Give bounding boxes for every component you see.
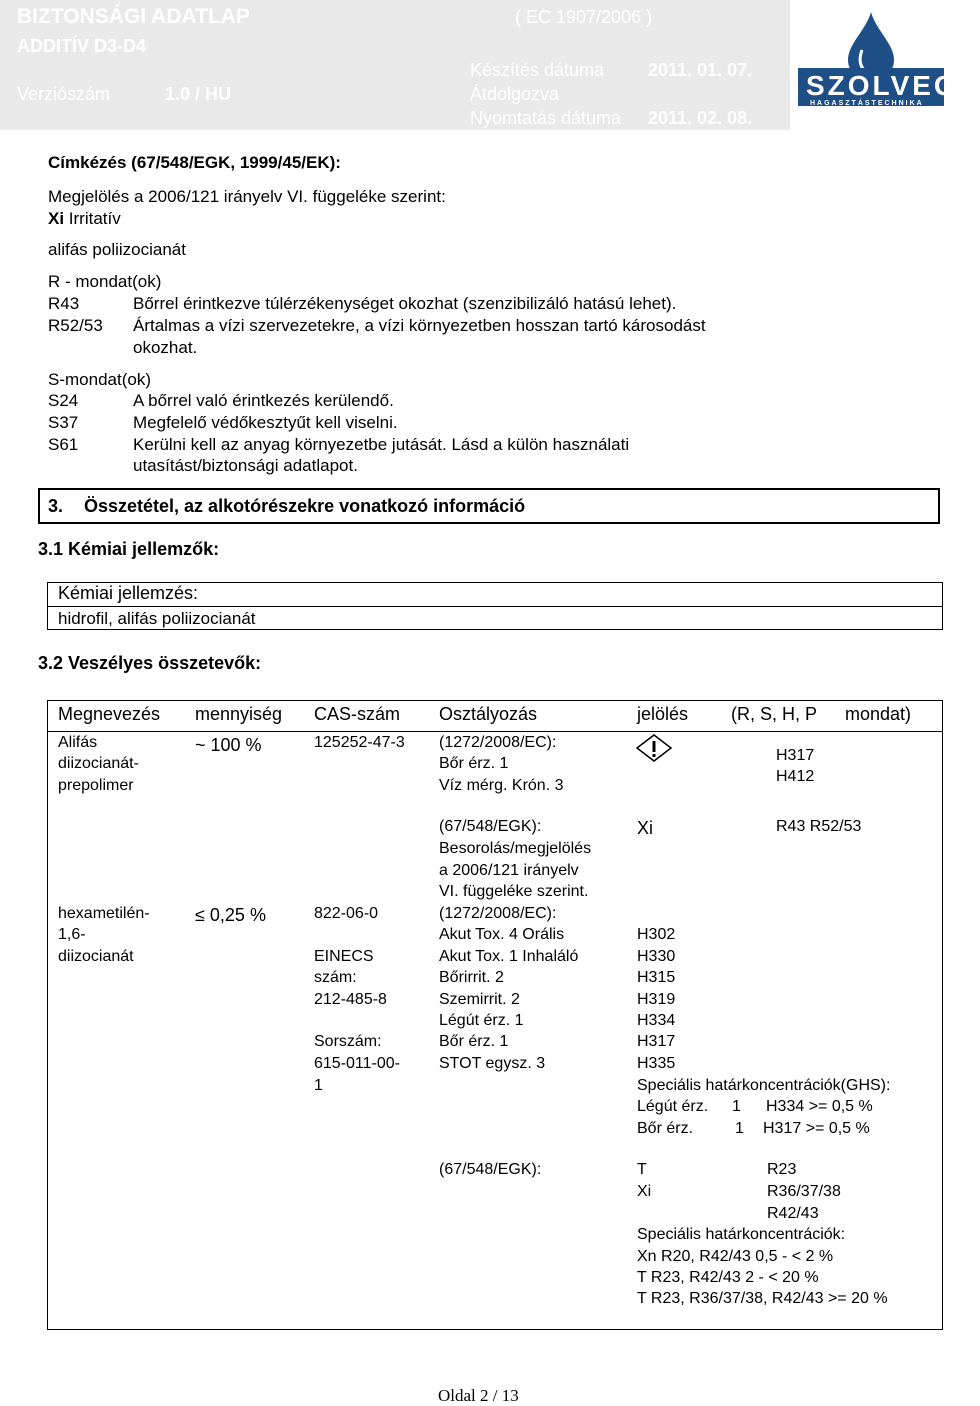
- row2-class: Akut Tox. 4 Orális: [439, 926, 565, 943]
- doc-title: BIZTONSÁGI ADATLAP: [17, 5, 250, 28]
- row2-qty-value: 0,25 %: [209, 905, 266, 925]
- r-code: R43: [48, 294, 80, 313]
- row2-h-code: H302: [637, 926, 676, 943]
- logo-text: SZOLVEGY: [806, 70, 980, 101]
- s-text: Kerülni kell az anyag környezetbe jutását. Lásd a külön használati: [133, 435, 630, 454]
- version-label: Verziószám: [17, 84, 111, 104]
- row2-eu-phrase: R36/37/38: [767, 1183, 841, 1200]
- row2-cas: 1: [314, 1077, 323, 1094]
- row1-qty: ~ 100 %: [195, 735, 262, 755]
- row2-cas: szám:: [314, 969, 357, 986]
- row2-class: Akut Tox. 1 Inhaláló: [439, 948, 579, 965]
- row2-h-code: H317: [637, 1033, 676, 1050]
- row2-name: 1,6-: [58, 926, 86, 943]
- col-header-class: Osztályozás: [439, 704, 538, 724]
- company-logo: [796, 10, 980, 122]
- ghs-spec-name: Bőr érz.: [637, 1120, 694, 1137]
- row1-class: Bőr érz. 1: [439, 755, 509, 772]
- row1-eu-symbol: Xi: [637, 818, 654, 838]
- ghs-spec-limit: H334 >= 0,5 %: [766, 1098, 873, 1115]
- section3-title: Összetétel, az alkotórészekre vonatkozó információ: [84, 496, 526, 516]
- col-header-qty: mennyiség: [195, 704, 283, 724]
- s-heading: S-mondat(ok): [48, 370, 151, 389]
- eu-spec-title: Speciális határkoncentrációk:: [637, 1226, 846, 1243]
- row2-cas: Sorszám:: [314, 1033, 382, 1050]
- row2-class: STOT egysz. 3: [439, 1055, 546, 1072]
- revised-label: Átdolgozva: [470, 84, 560, 104]
- col-header-phrases: (R, S, H, P: [731, 704, 818, 724]
- row2-name: hexametilén-: [58, 905, 150, 922]
- ghs-spec-cat: 1: [735, 1120, 744, 1137]
- r-code: R52/53: [48, 316, 103, 335]
- section3-number: 3.: [48, 496, 64, 516]
- row1-class-eu: Besorolás/megjelölés: [439, 840, 592, 857]
- warning-icon: [634, 733, 674, 763]
- row1-eu-phrases: R43 R52/53: [776, 818, 862, 835]
- row2-cas: 615-011-00-: [314, 1055, 400, 1072]
- row1-name: Alifás: [58, 734, 98, 751]
- row1-name: diizocianát-: [58, 755, 139, 772]
- xi-text: Irritatív: [68, 209, 121, 228]
- row2-class: Szemirrit. 2: [439, 991, 520, 1008]
- col-header-cas: CAS-szám: [314, 704, 401, 724]
- s-text: A bőrrel való érintkezés kerülendő.: [133, 391, 394, 410]
- subsection-3-1: 3.1 Kémiai jellemzők:: [38, 539, 220, 559]
- chem-label: Kémiai jellemzés:: [58, 583, 199, 603]
- xi-code: Xi: [48, 209, 65, 228]
- r-text: Bőrrel érintkezve túlérzékenységet okozhat (szenzibilizáló hatású lehet).: [133, 294, 677, 313]
- row1-class-eu: a 2006/121 irányelv: [439, 862, 579, 879]
- ghs-spec-name: Légút érz.: [637, 1098, 709, 1115]
- row2-cas: EINECS: [314, 948, 374, 965]
- r-heading: R - mondat(ok): [48, 272, 162, 291]
- s-code: S61: [48, 435, 79, 454]
- row2-class: Bőr érz. 1: [439, 1033, 509, 1050]
- row2-name: diizocianát: [58, 948, 134, 965]
- row2-eu-phrase: R23: [767, 1161, 797, 1178]
- row2-qty: [195, 905, 266, 926]
- row2-h-code: H330: [637, 948, 676, 965]
- ghs-spec-title: Speciális határkoncentrációk(GHS):: [637, 1077, 891, 1094]
- labeling-heading: Címkézés (67/548/EGK, 1999/45/EK):: [48, 153, 341, 172]
- regulation: ( EC 1907/2006 ): [515, 7, 653, 27]
- eu-spec-line: T R23, R36/37/38, R42/43 >= 20 %: [637, 1290, 888, 1307]
- chem-value: hidrofil, alifás poliizocianát: [58, 609, 256, 628]
- row2-h-code: H315: [637, 969, 676, 986]
- product-name: ADDITÍV D3-D4: [17, 36, 147, 56]
- component-name: alifás poliizocianát: [48, 240, 186, 259]
- row1-cas: 125252-47-3: [314, 734, 405, 751]
- col-header-name: Megnevezés: [58, 704, 161, 724]
- printed-value: 2011. 02. 08.: [648, 108, 753, 128]
- col-header-mondat: mondat): [845, 704, 912, 724]
- row2-h-code: H335: [637, 1055, 676, 1072]
- row2-cas: 822-06-0: [314, 905, 379, 922]
- row1-class: (1272/2008/EC):: [439, 734, 557, 751]
- row2-cas: 212-485-8: [314, 991, 387, 1008]
- row1-h-code: H412: [776, 768, 815, 785]
- row1-class: Víz mérg. Krón. 3: [439, 777, 564, 794]
- ghs-spec-limit: H317 >= 0,5 %: [763, 1120, 870, 1137]
- row2-class: Légút érz. 1: [439, 1012, 524, 1029]
- row2-eu-symbol: Xi: [637, 1183, 652, 1200]
- logo-subtext: HAGASZTÁSTECHNIKA: [810, 100, 924, 107]
- s-text: Megfelelő védőkesztyűt kell viselni.: [133, 413, 398, 432]
- row2-class: Bőrirrit. 2: [439, 969, 504, 986]
- printed-label: Nyomtatás dátuma: [470, 108, 622, 128]
- row1-name: prepolimer: [58, 777, 134, 794]
- s-code: S37: [48, 413, 79, 432]
- page-number: Oldal 2 / 13: [438, 1386, 519, 1405]
- created-value: 2011. 01. 07.: [648, 60, 753, 80]
- row2-h-code: H319: [637, 991, 676, 1008]
- r-text: Ártalmas a vízi szervezetekre, a vízi környezetben hosszan tartó károsodást: [133, 316, 706, 335]
- marking-text: Megjelölés a 2006/121 irányelv VI. függeléke szerint:: [48, 187, 446, 206]
- row2-eu-symbol: T: [637, 1161, 647, 1178]
- ghs-spec-cat: 1: [732, 1098, 741, 1115]
- s-text-cont: utasítást/biztonsági adatlapot.: [133, 456, 358, 475]
- less-equal-icon: ≤: [195, 905, 205, 925]
- xi-line: [48, 209, 121, 229]
- col-header-marking: jelölés: [637, 704, 689, 724]
- created-label: Készítés dátuma: [470, 60, 605, 80]
- subsection-3-2: 3.2 Veszélyes összetevők:: [38, 653, 262, 673]
- row2-class-eu: (67/548/EGK):: [439, 1161, 542, 1178]
- row2-eu-phrase: R42/43: [767, 1205, 819, 1222]
- eu-spec-line: T R23, R42/43 2 - < 20 %: [637, 1269, 819, 1286]
- row1-h-code: H317: [776, 747, 815, 764]
- row2-class: (1272/2008/EC):: [439, 905, 557, 922]
- s-code: S24: [48, 391, 79, 410]
- r-text-cont: okozhat.: [133, 338, 198, 357]
- row1-class-eu: (67/548/EGK):: [439, 818, 542, 835]
- version-value: 1.0 / HU: [165, 84, 232, 104]
- eu-spec-line: Xn R20, R42/43 0,5 - < 2 %: [637, 1248, 834, 1265]
- row2-h-code: H334: [637, 1012, 676, 1029]
- row1-class-eu: VI. függeléke szerint.: [439, 883, 589, 900]
